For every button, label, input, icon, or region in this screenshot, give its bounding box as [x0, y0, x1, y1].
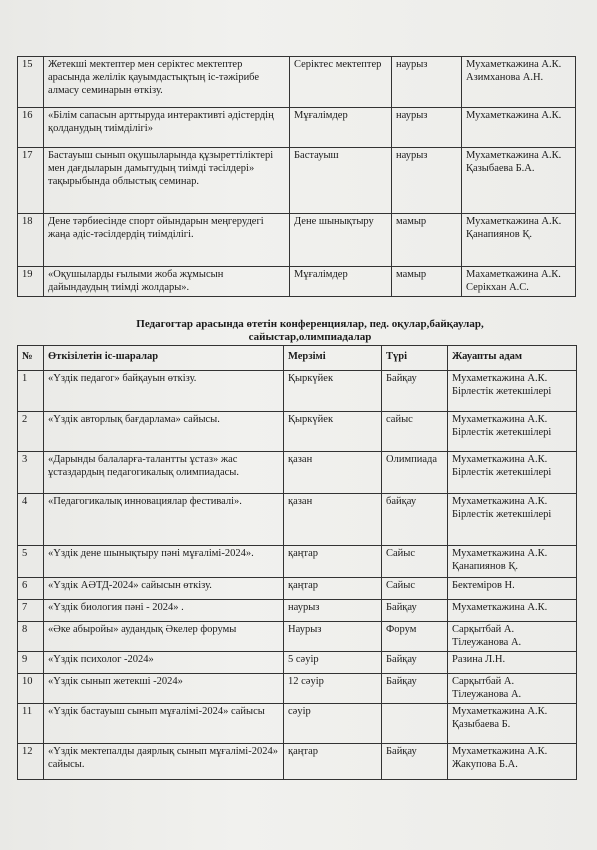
type-cell: Олимпиада	[382, 452, 448, 494]
date-cell: сәуір	[284, 704, 382, 744]
event-cell: «Оқушыларды ғылыми жоба жұмысын дайындаудың тиімді жолдары».	[44, 267, 290, 297]
event-cell: «Үздік АӘТД-2024» сайысын өткізу.	[44, 578, 284, 600]
row-number: 17	[18, 148, 44, 214]
row-number: 2	[18, 412, 44, 452]
participants-cell: Мұғалімдер	[290, 108, 392, 148]
date-cell: қазан	[284, 494, 382, 546]
participants-cell: Серіктес мектептер	[290, 57, 392, 108]
event-cell: «Дарынды балаларға-талантты ұстаз» жас ұстаздардың педагогикалық олимпиадасы.	[44, 452, 284, 494]
responsible-cell: Мухаметкажина А.К. Қазыбаева Б.А.	[462, 148, 576, 214]
responsible-cell: Мухаметкажина А.К. Қанапиянов Қ.	[448, 546, 577, 578]
row-number: 3	[18, 452, 44, 494]
responsible-cell: Мухаметкажина А.К. Жакупова Б.А.	[448, 744, 577, 780]
header-date: Мерзімі	[284, 346, 382, 371]
row-number: 16	[18, 108, 44, 148]
date-cell: Қыркүйек	[284, 371, 382, 412]
competitions-table	[17, 345, 577, 780]
header-responsible: Жауапты адам	[448, 346, 577, 371]
table-row	[18, 622, 577, 652]
row-number: 7	[18, 600, 44, 622]
row-number: 19	[18, 267, 44, 297]
section-title-line1: Педагогтар арасында өтетін конференциялар, пед. оқулар,байқаулар,	[136, 318, 484, 330]
event-cell: «Үздік дене шынықтыру пәні мұғалімі-2024».	[44, 546, 284, 578]
date-cell: қазан	[284, 452, 382, 494]
row-number: 6	[18, 578, 44, 600]
type-cell: Сайыс	[382, 546, 448, 578]
responsible-cell: Сарқытбай А. Тілеужанова А.	[448, 622, 577, 652]
date-cell: мамыр	[392, 267, 462, 297]
table-row	[18, 267, 576, 297]
type-cell: байқау	[382, 494, 448, 546]
table-row	[18, 148, 576, 214]
header-event: Өткізілетін іс-шаралар	[44, 346, 284, 371]
responsible-cell: Махаметкажина А.К. Серікхан А.С.	[462, 267, 576, 297]
row-number: 8	[18, 622, 44, 652]
type-cell: Сайыс	[382, 578, 448, 600]
date-cell: наурыз	[284, 600, 382, 622]
row-number: 11	[18, 704, 44, 744]
event-cell: «Үздік мектепалды даярлық сынып мұғалімі-2024» сайысы.	[44, 744, 284, 780]
table-row	[18, 674, 577, 704]
date-cell: қаңтар	[284, 744, 382, 780]
responsible-cell: Мухаметкажина А.К.	[448, 600, 577, 622]
responsible-cell: Мухаметкажина А.К. Бірлестік жетекшілері	[448, 452, 577, 494]
table-row	[18, 652, 577, 674]
type-cell: Байқау	[382, 371, 448, 412]
date-cell: 12 сәуір	[284, 674, 382, 704]
responsible-cell: Бектеміров Н.	[448, 578, 577, 600]
responsible-cell: Мухаметкажина А.К. Қазыбаева Б.	[448, 704, 577, 744]
event-cell: «Әке абыройы» аудандық Әкелер форумы	[44, 622, 284, 652]
event-cell: «Педагогикалық инновациялар фестивалі».	[44, 494, 284, 546]
row-number: 1	[18, 371, 44, 412]
table-row	[18, 494, 577, 546]
row-number: 12	[18, 744, 44, 780]
row-number: 4	[18, 494, 44, 546]
table-row	[18, 452, 577, 494]
event-cell: «Білім сапасын арттыруда интерактивті әдістердің қолданудың тиімділігі»	[44, 108, 290, 148]
events-table-continued	[17, 56, 576, 297]
section-title-line2: сайыстар,олимпиадалар	[248, 331, 372, 343]
section-title	[60, 318, 560, 344]
date-cell: наурыз	[392, 108, 462, 148]
event-cell: «Үздік бастауыш сынып мұғалімі-2024» сайысы	[44, 704, 284, 744]
table-row	[18, 57, 576, 108]
table-row	[18, 546, 577, 578]
header-num: №	[18, 346, 44, 371]
date-cell: Наурыз	[284, 622, 382, 652]
type-cell: Форум	[382, 622, 448, 652]
table-row	[18, 744, 577, 780]
table-row	[18, 600, 577, 622]
event-cell: Дене тәрбиесінде спорт ойындарын меңгерудегі жаңа әдіс-тәсілдердің тиімділігі.	[44, 214, 290, 267]
responsible-cell: Мухаметкажина А.К. Бірлестік жетекшілері	[448, 412, 577, 452]
table-row	[18, 578, 577, 600]
date-cell: қаңтар	[284, 546, 382, 578]
responsible-cell: Сарқытбай А. Тілеужанова А.	[448, 674, 577, 704]
event-cell: «Үздік психолог -2024»	[44, 652, 284, 674]
responsible-cell: Мухаметкажина А.К. Бірлестік жетекшілері	[448, 494, 577, 546]
date-cell: мамыр	[392, 214, 462, 267]
date-cell: наурыз	[392, 57, 462, 108]
event-cell: Бастауыш сынып оқушыларында құзыреттіліктері мен дағдыларын дамытудың тиімді тәсілдері» тақырыбында облыстық семинар.	[44, 148, 290, 214]
type-cell	[382, 704, 448, 744]
participants-cell: Мұғалімдер	[290, 267, 392, 297]
table-row	[18, 371, 577, 412]
row-number: 15	[18, 57, 44, 108]
table-row	[18, 704, 577, 744]
participants-cell: Бастауыш	[290, 148, 392, 214]
event-cell: «Үздік педагог» байқауын өткізу.	[44, 371, 284, 412]
responsible-cell: Разина Л.Н.	[448, 652, 577, 674]
table-row	[18, 412, 577, 452]
date-cell: 5 сәуір	[284, 652, 382, 674]
table-row	[18, 108, 576, 148]
table-row	[18, 214, 576, 267]
event-cell: Жетекші мектептер мен серіктес мектептер арасында желілік қауымдастықтың іс-тәжірибе алмасу семинарын өткізу.	[44, 57, 290, 108]
type-cell: сайыс	[382, 412, 448, 452]
row-number: 5	[18, 546, 44, 578]
event-cell: «Үздік сынып жетекші -2024»	[44, 674, 284, 704]
event-cell: «Үздік биология пәні - 2024» .	[44, 600, 284, 622]
participants-cell: Дене шынықтыру	[290, 214, 392, 267]
event-cell: «Үздік авторлық бағдарлама» сайысы.	[44, 412, 284, 452]
row-number: 10	[18, 674, 44, 704]
type-cell: Байқау	[382, 600, 448, 622]
responsible-cell: Мухаметкажина А.К. Бірлестік жетекшілері	[448, 371, 577, 412]
type-cell: Байқау	[382, 744, 448, 780]
date-cell: Қыркүйек	[284, 412, 382, 452]
type-cell: Байқау	[382, 674, 448, 704]
responsible-cell: Мухаметкажина А.К. Азимханова А.Н.	[462, 57, 576, 108]
table-header-row	[18, 346, 577, 371]
date-cell: наурыз	[392, 148, 462, 214]
row-number: 9	[18, 652, 44, 674]
row-number: 18	[18, 214, 44, 267]
responsible-cell: Мухаметкажина А.К.	[462, 108, 576, 148]
header-type: Түрі	[382, 346, 448, 371]
date-cell: қаңтар	[284, 578, 382, 600]
responsible-cell: Мухаметкажина А.К. Қанапиянов Қ.	[462, 214, 576, 267]
type-cell: Байқау	[382, 652, 448, 674]
